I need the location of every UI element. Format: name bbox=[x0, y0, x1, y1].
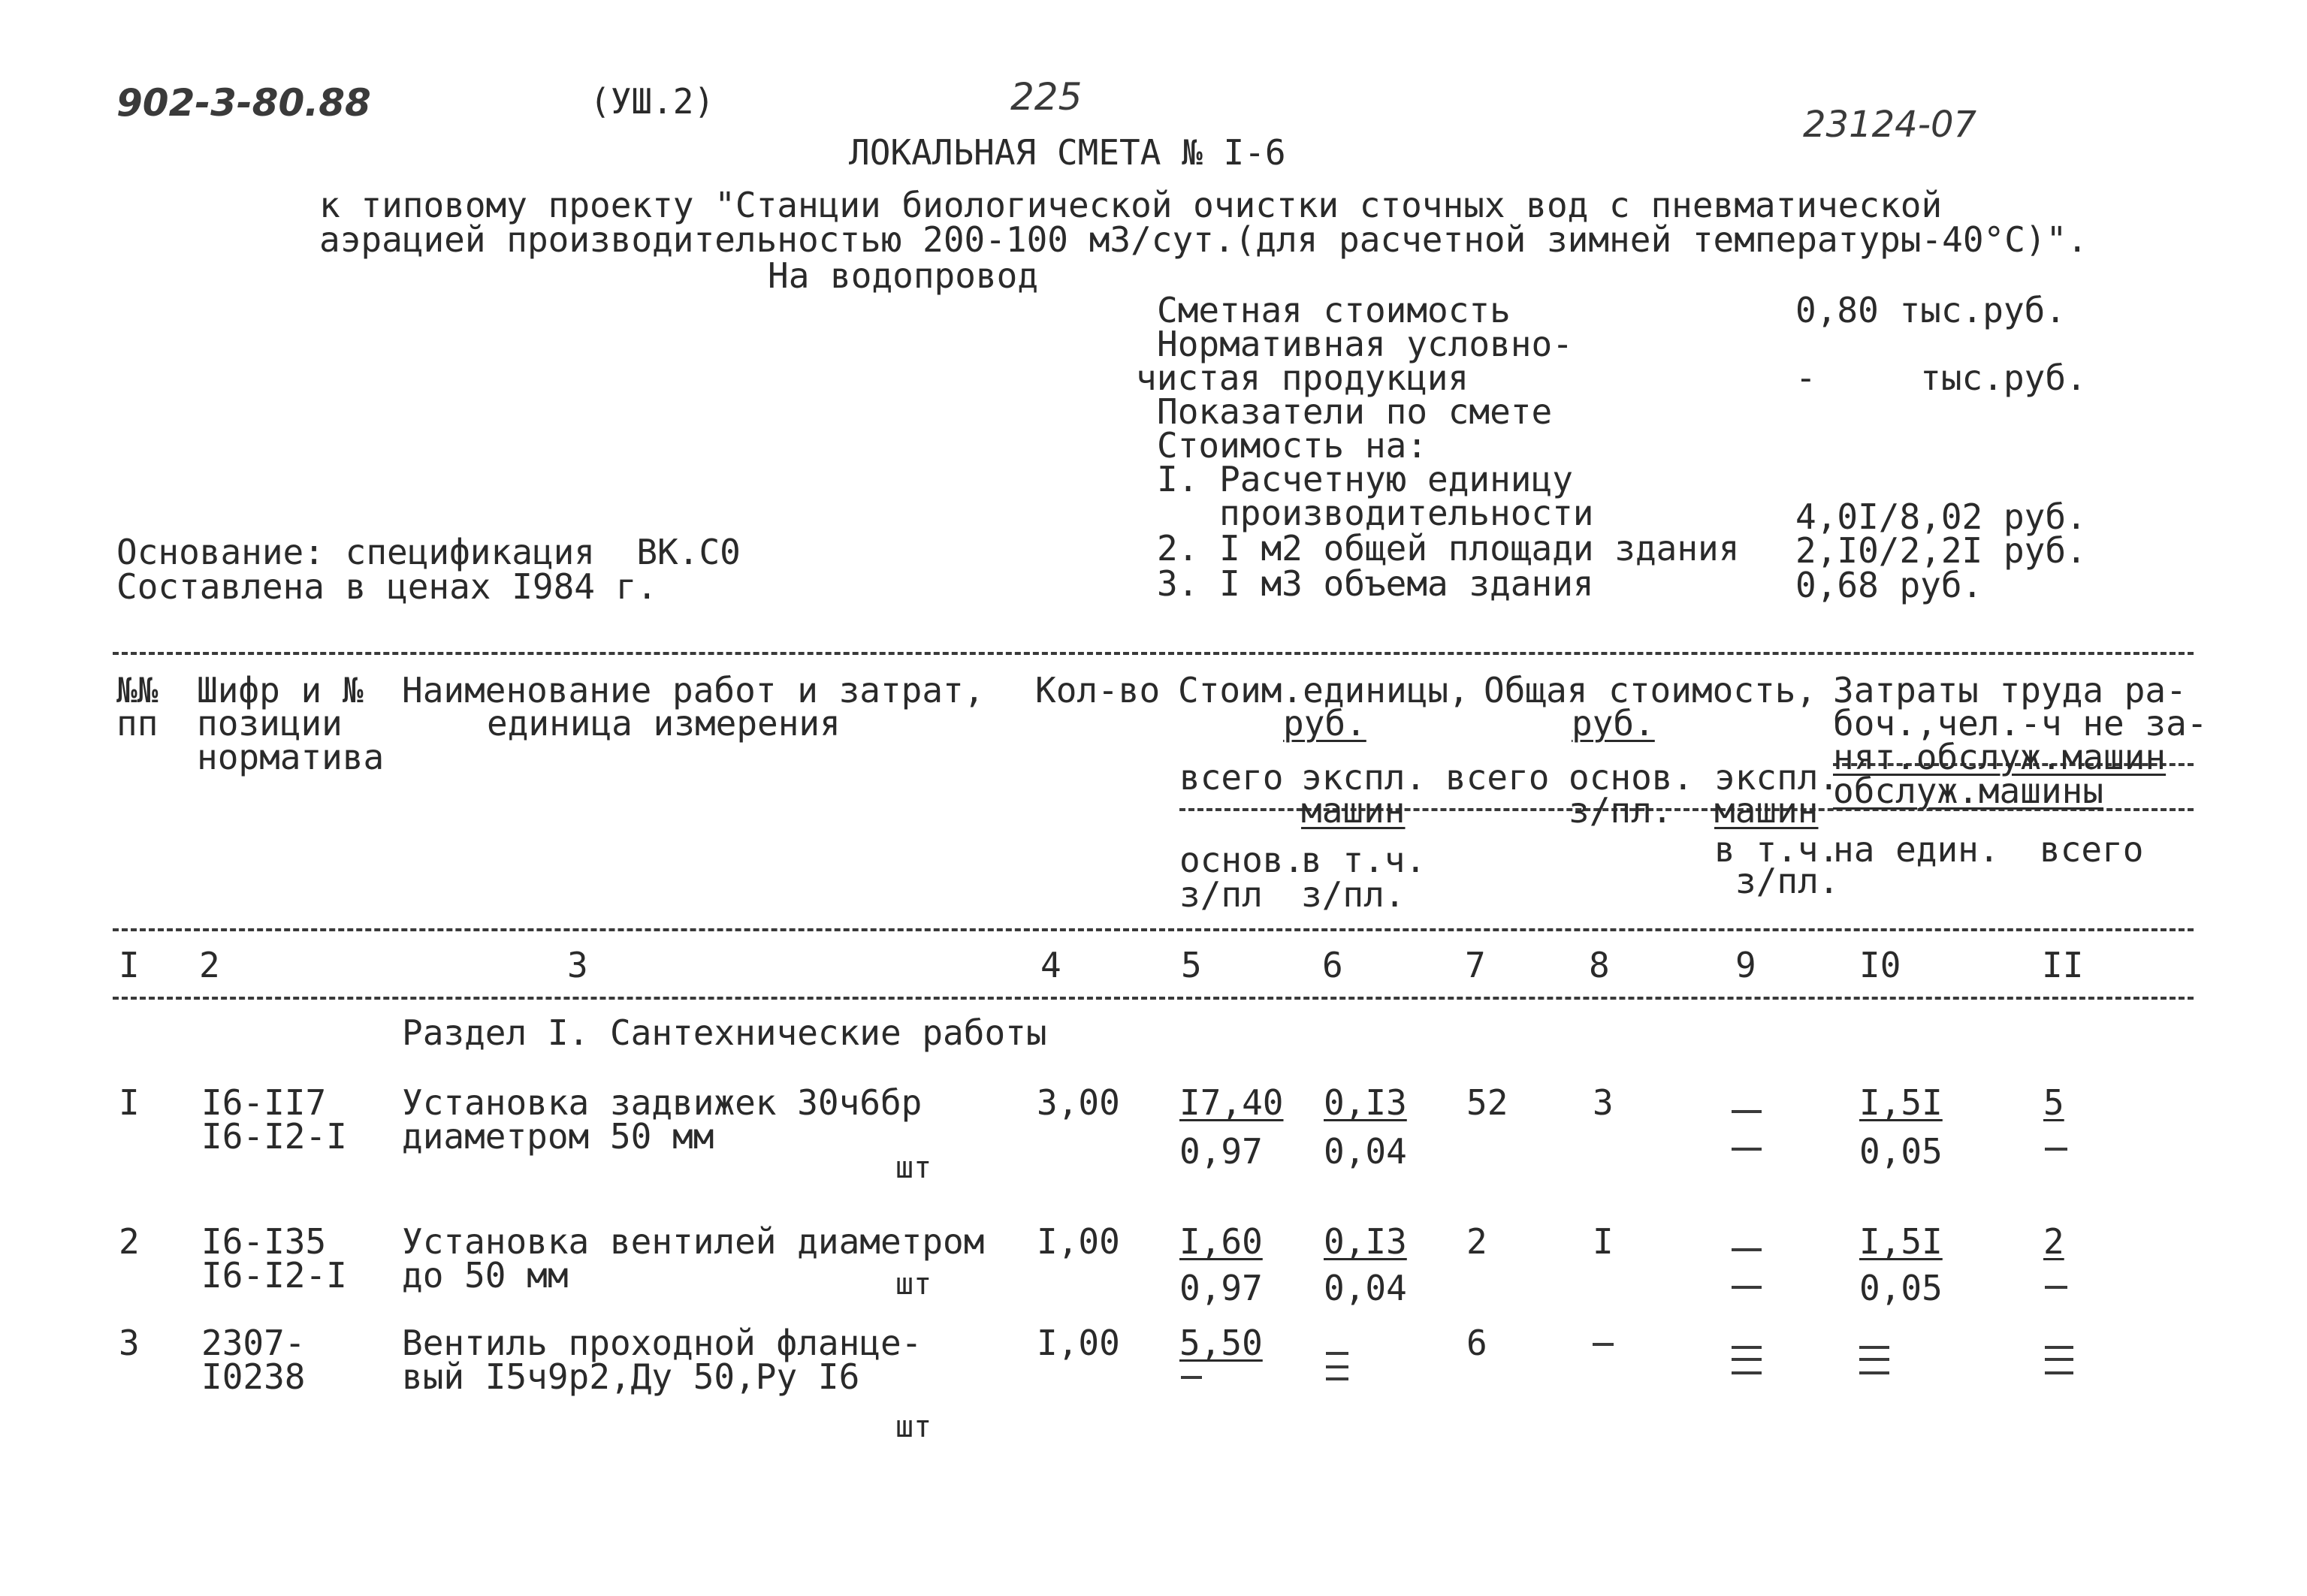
labor-header-l2: боч.,чел.-ч не за- bbox=[1833, 703, 2208, 744]
unit-cost-header: Стоим.единицы, bbox=[1178, 670, 1469, 711]
row-quantity: 3,00 bbox=[1037, 1082, 1120, 1123]
row-total-machine-dash bbox=[1732, 1346, 1762, 1349]
indicator-1-value: 4,0I/8,02 руб. bbox=[1795, 496, 2087, 537]
row-labor-unit-dash bbox=[1859, 1346, 1889, 1349]
row-labor-unit: I,5I bbox=[1859, 1082, 1943, 1123]
product-value: - тыс.руб. bbox=[1795, 358, 2087, 398]
col2-header-l2: позиции bbox=[197, 703, 343, 744]
row-unit: шт bbox=[895, 1267, 932, 1302]
col1-header-l1: №№ bbox=[116, 670, 159, 711]
col5-header-l3: з/пл bbox=[1179, 874, 1263, 915]
cost-per-label: Стоимость на: bbox=[1157, 425, 1428, 466]
row-code: 2307- bbox=[201, 1323, 306, 1363]
product-label-2: чистая продукция bbox=[1136, 358, 1469, 398]
column-number: 7 bbox=[1465, 945, 1486, 985]
col9-header-l1: экспл. bbox=[1714, 757, 1840, 798]
row-labor-unit-machine: 0,05 bbox=[1859, 1268, 1943, 1308]
page-title: ЛОКАЛЬНАЯ СМЕТА № I-6 bbox=[849, 132, 1286, 173]
col4-header: Кол-во bbox=[1035, 670, 1161, 711]
indicator-2: 2. I м2 общей площади здания bbox=[1157, 528, 1740, 569]
subtitle-line-1: к типовому проекту "Станции биологической очистки сточных вод с пневматической bbox=[319, 185, 1943, 225]
object-name: На водопровод bbox=[768, 255, 1039, 296]
col9-header-l3: в т.ч. bbox=[1714, 829, 1840, 870]
row-unit-machine-wage: 0,04 bbox=[1324, 1131, 1407, 1172]
labor-header-l3: нят.обслуж.машин bbox=[1833, 737, 2167, 777]
row-unit: шт bbox=[895, 1410, 932, 1444]
indicators-label: Показатели по смете bbox=[1157, 391, 1553, 432]
col3-header-l2: единица измерения bbox=[487, 703, 841, 744]
row-labor-total-machine-dash bbox=[2045, 1148, 2067, 1151]
col7-header: всего bbox=[1445, 757, 1550, 798]
row-code: I6-II7 bbox=[201, 1082, 327, 1123]
row-labor-unit-machine-dash bbox=[1859, 1371, 1889, 1374]
archive-stamp: 23124-07 bbox=[1803, 104, 1977, 146]
row-total-machine-dash bbox=[1732, 1248, 1762, 1251]
album-number: (УШ.2) bbox=[590, 81, 715, 122]
col6-header-l4: з/пл. bbox=[1301, 874, 1406, 915]
row-unit: шт bbox=[895, 1151, 932, 1185]
row-unit-total: I,60 bbox=[1179, 1221, 1263, 1262]
basis-line-2: Составлена в ценах I984 г. bbox=[116, 566, 658, 607]
row-number: I bbox=[119, 1082, 140, 1123]
row-total-machine-dash bbox=[1732, 1110, 1762, 1113]
col6-header-l2: машин bbox=[1301, 790, 1406, 831]
row-name: Установка вентилей диаметром bbox=[402, 1221, 985, 1262]
total-cost-currency: руб. bbox=[1572, 703, 1655, 744]
column-numbers-rule bbox=[113, 997, 2194, 1000]
row-unit-machine-wage-dash bbox=[1326, 1377, 1348, 1380]
row-total-base-wage: I bbox=[1593, 1221, 1614, 1262]
product-label-1: Нормативная условно- bbox=[1157, 324, 1573, 364]
labor-header-l1: Затраты труда ра- bbox=[1833, 670, 2187, 711]
labor-header-l4: обслуж.машины bbox=[1833, 771, 2104, 811]
row-name: вый I5ч9р2,Ду 50,Ру I6 bbox=[402, 1356, 860, 1397]
column-number: 4 bbox=[1040, 945, 1061, 985]
row-labor-unit-machine: 0,05 bbox=[1859, 1131, 1943, 1172]
row-total-base-wage-dash bbox=[1593, 1343, 1614, 1346]
column-number: 9 bbox=[1735, 945, 1756, 985]
row-code: I6-I2-I bbox=[201, 1116, 347, 1157]
col5-header-l2: основ. bbox=[1179, 840, 1305, 880]
row-code: I6-I35 bbox=[201, 1221, 327, 1262]
row-unit-base-wage: 0,97 bbox=[1179, 1131, 1263, 1172]
col5-header-l1: всего bbox=[1179, 757, 1284, 798]
column-number: 5 bbox=[1181, 945, 1202, 985]
header-bottom-rule bbox=[113, 928, 2194, 931]
col6-header-l1: экспл. bbox=[1301, 757, 1427, 798]
total-cost-header: Общая стоимость, bbox=[1484, 670, 1817, 711]
row-name: Вентиль проходной фланце- bbox=[402, 1323, 922, 1363]
indicator-3-value: 0,68 руб. bbox=[1795, 565, 1983, 605]
indicator-3: 3. I м3 объема здания bbox=[1157, 563, 1594, 604]
column-number: 8 bbox=[1589, 945, 1610, 985]
column-number: II bbox=[2042, 945, 2084, 985]
column-number: I bbox=[119, 945, 140, 985]
row-name: диаметром 50 мм bbox=[402, 1116, 714, 1157]
row-unit-machine-wage: 0,04 bbox=[1324, 1268, 1407, 1308]
row-labor-total: 5 bbox=[2043, 1082, 2064, 1123]
row-code: I6-I2-I bbox=[201, 1255, 347, 1296]
row-unit-total: I7,40 bbox=[1179, 1082, 1284, 1123]
row-total: 2 bbox=[1466, 1221, 1487, 1262]
col1-header-l2: пп bbox=[116, 703, 159, 744]
section-title: Раздел I. Сантехнические работы bbox=[402, 1012, 1047, 1053]
col2-header-l1: Шифр и № bbox=[197, 670, 364, 711]
row-unit-machine: 0,I3 bbox=[1324, 1082, 1407, 1123]
document-code: 902-3-80.88 bbox=[116, 81, 371, 125]
row-quantity: I,00 bbox=[1037, 1323, 1120, 1363]
row-unit-machine-dash bbox=[1326, 1352, 1348, 1355]
row-total: 6 bbox=[1466, 1323, 1487, 1363]
col3-header-l1: Наименование работ и затрат, bbox=[402, 670, 985, 711]
row-labor-total-machine-dash bbox=[2045, 1371, 2073, 1374]
page-number: 225 bbox=[1010, 75, 1083, 119]
col6-header-l3: в т.ч. bbox=[1301, 840, 1427, 880]
col9-header-l4: з/пл. bbox=[1735, 861, 1840, 901]
indicator-1-line-1: I. Расчетную единицу bbox=[1157, 459, 1573, 499]
row-labor-total-rule bbox=[2045, 1358, 2073, 1361]
row-total-machine-rule bbox=[1732, 1358, 1762, 1361]
row-unit-machine-rule bbox=[1326, 1365, 1348, 1368]
row-total-machine-wage-dash bbox=[1732, 1148, 1762, 1151]
row-labor-total: 2 bbox=[2043, 1221, 2064, 1262]
row-total-machine-wage-dash bbox=[1732, 1371, 1762, 1374]
row-unit-base-wage-dash bbox=[1181, 1376, 1202, 1379]
row-name: до 50 мм bbox=[402, 1255, 569, 1296]
cost-label: Сметная стоимость bbox=[1157, 290, 1511, 330]
col8-header-l2: з/пл. bbox=[1569, 790, 1673, 831]
row-unit-total: 5,50 bbox=[1179, 1323, 1263, 1363]
column-number: I0 bbox=[1859, 945, 1901, 985]
indicator-2-value: 2,I0/2,2I руб. bbox=[1795, 530, 2087, 571]
indicator-1-line-2: производительности bbox=[1219, 493, 1594, 533]
col10-header: на един. bbox=[1833, 829, 2000, 870]
basis-line-1: Основание: спецификация ВК.С0 bbox=[116, 532, 741, 572]
row-code: I0238 bbox=[201, 1356, 306, 1397]
subtitle-line-2: аэрацией производительностью 200-100 м3/сут.(для расчетной зимней температуры-40°С)". bbox=[319, 219, 2088, 260]
row-labor-total-machine-dash bbox=[2045, 1286, 2067, 1289]
row-unit-machine: 0,I3 bbox=[1324, 1221, 1407, 1262]
table-top-rule bbox=[113, 652, 2194, 655]
row-quantity: I,00 bbox=[1037, 1221, 1120, 1262]
column-number: 3 bbox=[567, 945, 588, 985]
row-labor-unit: I,5I bbox=[1859, 1221, 1943, 1262]
column-number: 6 bbox=[1322, 945, 1343, 985]
col2-header-l3: норматива bbox=[197, 737, 385, 777]
row-name: Установка задвижек 30ч6бр bbox=[402, 1082, 922, 1123]
row-labor-total-dash bbox=[2045, 1346, 2073, 1349]
col9-header-l2: машин bbox=[1714, 790, 1819, 831]
row-total: 52 bbox=[1466, 1082, 1508, 1123]
unit-cost-currency: руб. bbox=[1283, 703, 1366, 744]
col11-header: всего bbox=[2040, 829, 2144, 870]
row-total-base-wage: 3 bbox=[1593, 1082, 1614, 1123]
row-labor-unit-rule bbox=[1859, 1358, 1889, 1361]
cost-value: 0,80 тыс.руб. bbox=[1795, 290, 2067, 330]
col8-header-l1: основ. bbox=[1569, 757, 1694, 798]
row-number: 2 bbox=[119, 1221, 140, 1262]
column-number: 2 bbox=[199, 945, 220, 985]
row-number: 3 bbox=[119, 1323, 140, 1363]
row-total-machine-wage-dash bbox=[1732, 1286, 1762, 1289]
row-unit-base-wage: 0,97 bbox=[1179, 1268, 1263, 1308]
